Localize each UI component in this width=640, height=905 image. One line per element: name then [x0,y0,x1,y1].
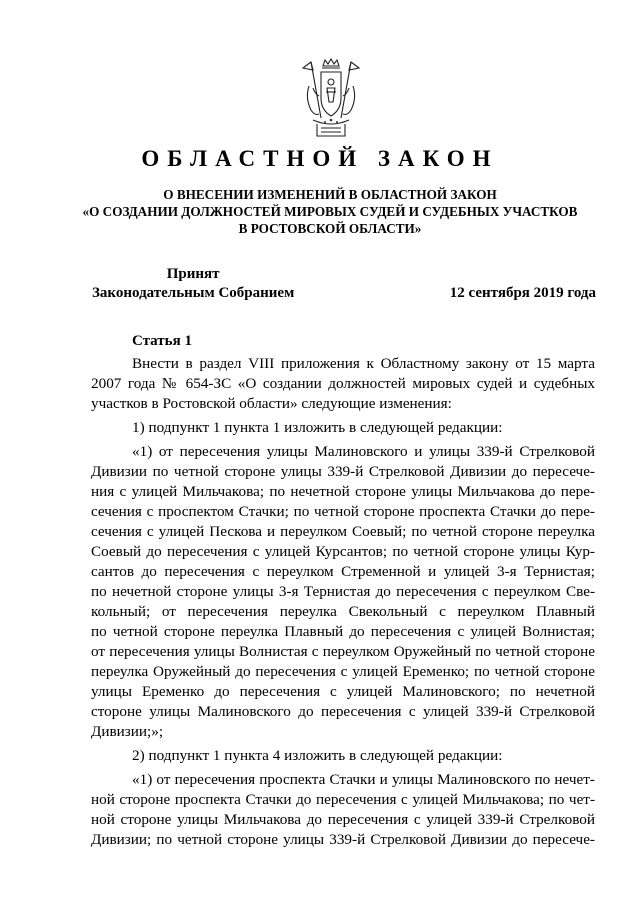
document-type: ОБЛАСТНОЙ ЗАКОН [141,146,499,171]
text-line: по четной стороне переулка Плавный до пересечения с улицей Волнистая; [91,623,595,640]
text-line: сантов до пересечения с переулком Стременной и улицей 3-я Тернистая; [91,563,595,580]
text-line: 1) подпункт 1 пункта 1 изложить в следующей редакции: [132,419,503,436]
text-line: стороне улицы Малиновского до пересечения с улицей 339-й Стрелковой [91,703,595,720]
adoption-date: 12 сентября 2019 года [449,285,596,301]
article-title: Статья 1 [132,333,192,349]
text-line: ной стороне улицы Мильчакова до пересечения с улицей 339-й Стрелковой [91,811,595,828]
text-line: Внести в раздел VIII приложения к Областному закону от 15 марта [132,355,595,372]
coat-of-arms-icon [299,58,363,140]
text-line: кольный; от пересечения переулка Свекольный с переулком Плавный [91,603,595,620]
text-line: Дивизии; по четной стороне улицы 339-й Стрелковой Дивизии до пересече- [91,831,595,848]
text-line: от пересечения улицы Волнистая с переулком Оружейный по четной стороне [91,643,595,660]
paragraph [91,770,595,850]
text-line: Дивизии по четной стороне улицы 339-й Стрелковой Дивизии до пересече- [91,463,595,480]
text-line: сечения с улицей Пескова и переулком Соевый; по четной стороне переулка [91,523,595,540]
adopted-label: Принят [166,266,220,282]
text-line: Соевый до пересечения с улицей Курсантов; по четной стороне улицы Кур- [91,543,595,560]
text-line: переулка Оружейный до пересечения с улицей Еременко; по четной стороне [91,663,595,680]
law-title-line: «О СОЗДАНИИ ДОЛЖНОСТЕЙ МИРОВЫХ СУДЕЙ И СУДЕБНЫХ УЧАСТКОВ [82,204,578,219]
law-title [60,186,600,237]
text-line: сечения с проспектом Стачки; по четной стороне проспекта Стачки до пере- [91,503,595,520]
text-line: улицы Еременко до пересечения с улицей Малиновского; по нечетной [91,683,595,700]
paragraph [91,746,595,766]
text-line: «1) от пересечения улицы Малиновского и улицы 339-й Стрелковой [132,443,595,460]
law-title-line: О ВНЕСЕНИИ ИЗМЕНЕНИЙ В ОБЛАСТНОЙ ЗАКОН [163,187,497,202]
paragraph [91,354,595,414]
text-line: «1) от пересечения проспекта Стачки и улицы Малиновского по нечет- [132,771,595,788]
paragraph [91,442,595,742]
article-body [91,354,595,854]
text-line: по нечетной стороне улицы 3-я Тернистая до пересечения с переулком Све- [91,583,595,600]
text-line: участков в Ростовской области» следующие изменения: [91,395,452,412]
text-line: ной стороне проспекта Стачки до пересечения с улицей Мильчакова; по чет- [91,791,595,808]
adoption-block [92,265,294,303]
text-line: 2007 года № 654-ЗС «О создании должностей мировых судей и судебных [91,375,595,392]
paragraph [91,418,595,438]
law-title-line: В РОСТОВСКОЙ ОБЛАСТИ» [238,221,422,236]
text-line: 2) подпункт 1 пункта 4 изложить в следующей редакции: [132,747,503,764]
adopted-by: Законодательным Собранием [92,285,295,301]
text-line: Дивизии;»; [91,723,164,740]
text-line: ния с улицей Мильчакова; по нечетной стороне улицы Мильчакова до пере- [91,483,595,500]
